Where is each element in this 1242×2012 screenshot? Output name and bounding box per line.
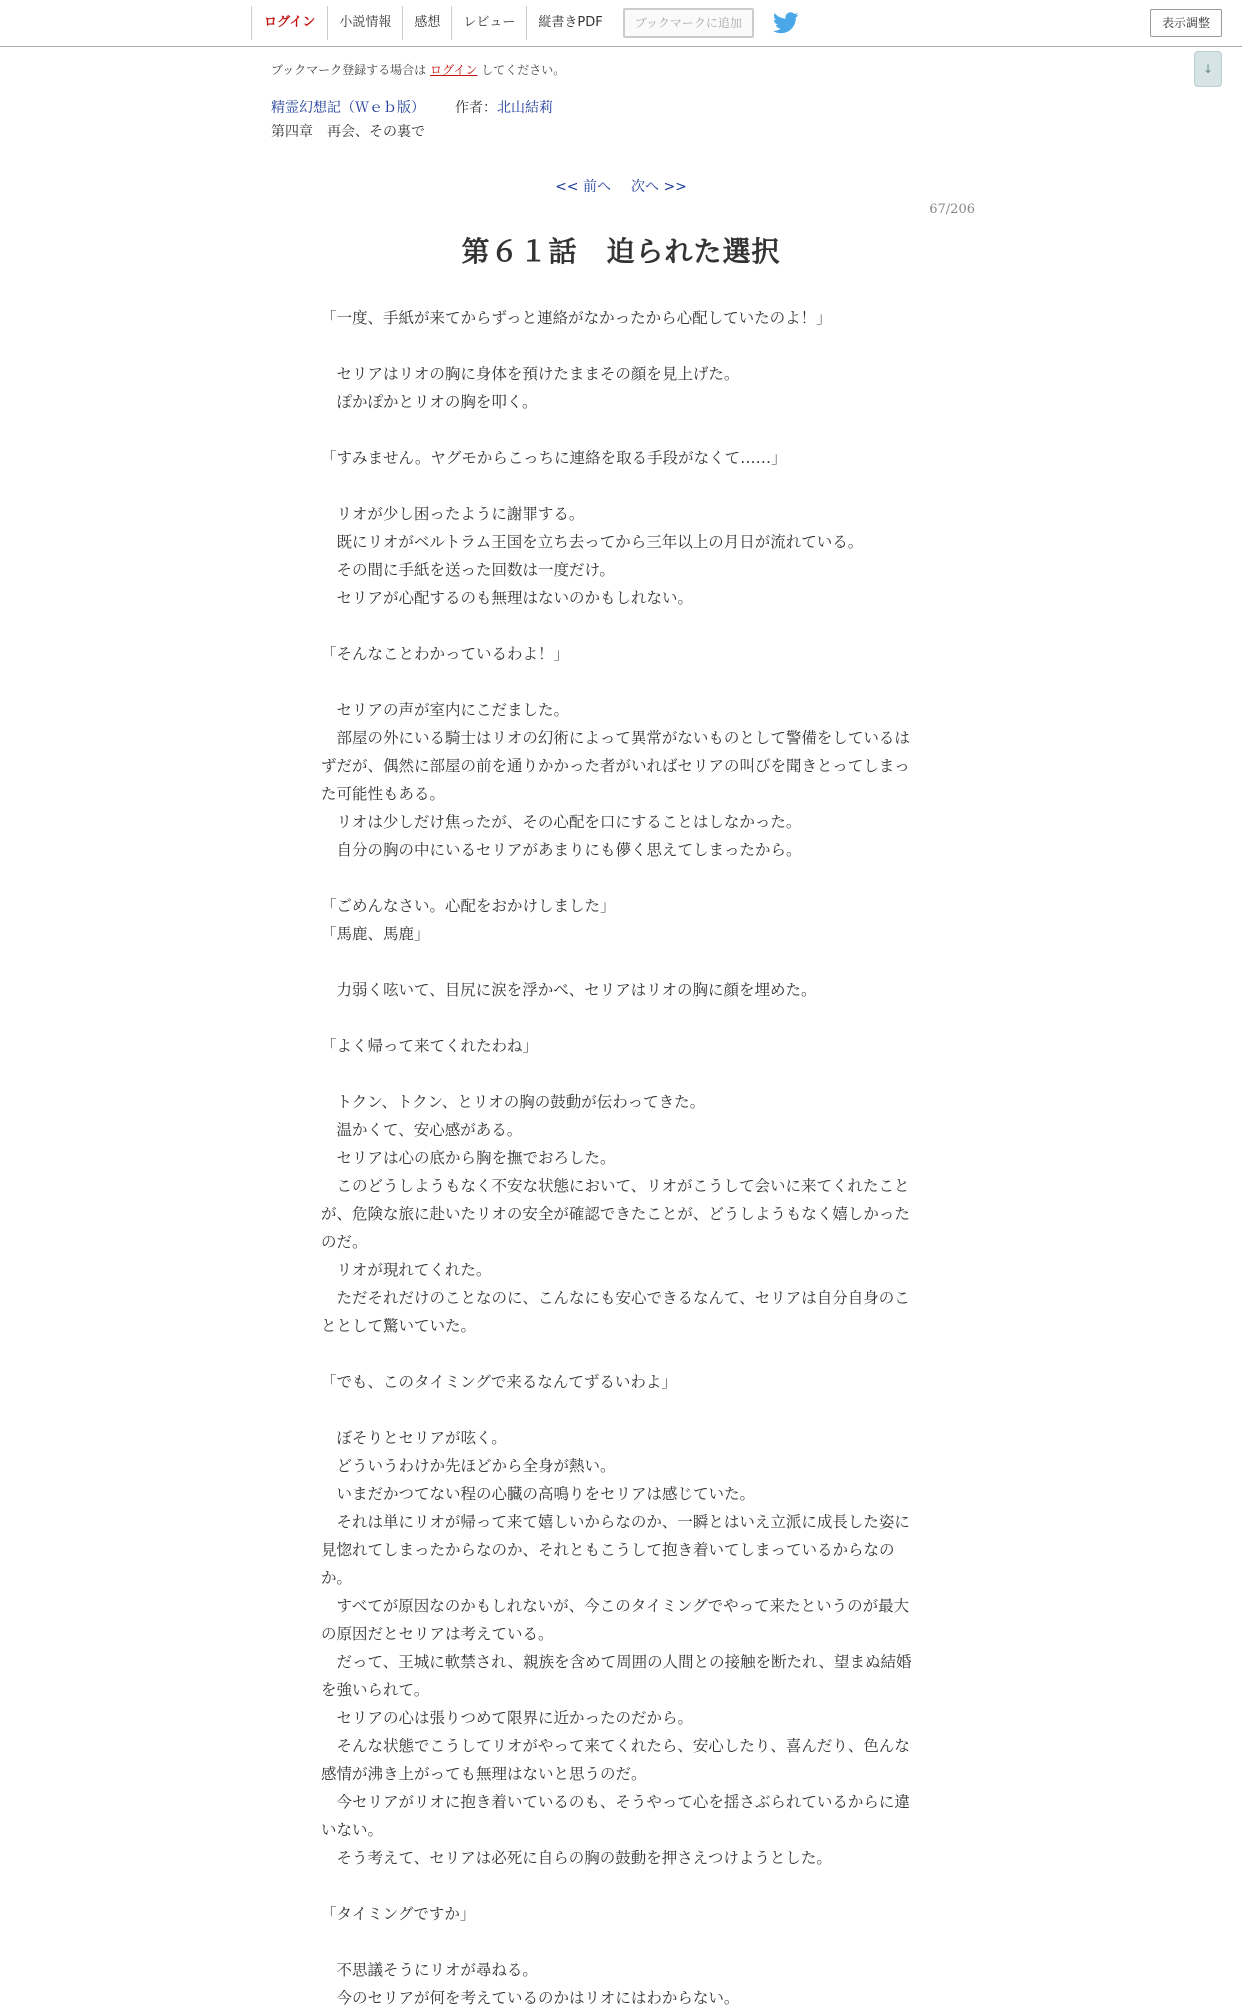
scroll-down-arrow-icon[interactable]: ↓ (1194, 51, 1222, 87)
novel-paragraph: セリアは心の底から胸を撫でおろした。 (321, 1149, 616, 1167)
novel-paragraph: リオが現れてくれた。 (321, 1261, 492, 1279)
novel-paragraph: セリアの心は張りつめて限界に近かったのだから。 (321, 1709, 694, 1727)
novel-paragraph (321, 1872, 921, 1900)
novel-paragraph (321, 416, 921, 444)
novel-paragraph (321, 1060, 921, 1088)
novel-paragraph: 「すみません。ヤグモからこっちに連絡を取る手段がなくて……」 (321, 449, 787, 467)
bookmark-login-notice (271, 61, 565, 78)
novel-paragraph: ぼそりとセリアが呟く。 (321, 1429, 507, 1447)
novel-paragraph: いまだかつてない程の心臓の高鳴りをセリアは感じていた。 (321, 1485, 756, 1503)
novel-paragraph (321, 1396, 921, 1424)
display-settings-button[interactable]: 表示調整 (1150, 9, 1222, 37)
novel-paragraph: だって、王城に軟禁され、親族を含めて周囲の人間との接触を断たれ、望まぬ結婚を強いられて。 (321, 1653, 912, 1699)
top-bar (0, 0, 1242, 47)
author-label: 作者： (455, 100, 497, 116)
main-nav (251, 0, 799, 46)
novel-paragraph: 「一度、手紙が来てからずっと連絡がなかったから心配していたのよ！」 (321, 309, 832, 327)
episode-count: 67/206 (929, 202, 975, 217)
novel-paragraph: 自分の胸の中にいるセリアがあまりにも儚く思えてしまったから。 (321, 841, 802, 859)
novel-paragraph: セリアの声が室内にこだました。 (321, 701, 570, 719)
episode-pager (0, 176, 1242, 196)
novel-info-link[interactable]: 小説情報 (327, 6, 402, 40)
novel-paragraph: 「ごめんなさい。心配をおかけしました」 (321, 897, 616, 915)
series-line (271, 97, 553, 117)
novel-paragraph (321, 472, 921, 500)
novel-paragraph (321, 612, 921, 640)
prev-episode-link[interactable]: << 前へ (555, 179, 611, 195)
notice-text-after: してください。 (481, 63, 566, 77)
chapter-title: 第四章 再会、その裏で (271, 124, 425, 140)
author-link[interactable]: 北山結莉 (497, 100, 553, 116)
novel-paragraph: 不思議そうにリオが尋ねる。 (321, 1961, 538, 1979)
login-link[interactable]: ログイン (251, 6, 327, 40)
novel-paragraph: リオは少しだけ焦ったが、その心配を口にすることはしなかった。 (321, 813, 802, 831)
novel-paragraph: 今セリアがリオに抱き着いているのも、そうやって心を揺さぶられているからに違いない。 (321, 1793, 910, 1839)
novel-paragraph: 既にリオがベルトラム王国を立ち去ってから三年以上の月日が流れている。 (321, 533, 864, 551)
novel-paragraph: 温かくて、安心感がある。 (321, 1121, 523, 1139)
novel-paragraph (321, 948, 921, 976)
novel-paragraph: どういうわけか先ほどから全身が熱い。 (321, 1457, 616, 1475)
novel-paragraph (321, 1004, 921, 1032)
novel-paragraph: セリアが心配するのも無理はないのかもしれない。 (321, 589, 694, 607)
novel-paragraph: その間に手紙を送った回数は一度だけ。 (321, 561, 615, 579)
novel-paragraph: トクン、トクン、とリオの胸の鼓動が伝わってきた。 (321, 1093, 706, 1111)
novel-paragraph (321, 668, 921, 696)
notice-text-before: ブックマーク登録する場合は (271, 63, 427, 77)
series-title-link[interactable]: 精霊幻想記（Ｗｅｂ版） (271, 100, 425, 116)
novel-paragraph: 「そんなことわかっているわよ！」 (321, 645, 570, 663)
novel-paragraph: そんな状態でこうしてリオがやって来てくれたら、安心したり、喜んだり、色んな感情が沸き上がっても無理はないと思うのだ。 (321, 1737, 910, 1783)
episode-title: 第６１話 迫られた選択 (461, 235, 781, 268)
add-bookmark-button[interactable]: ブックマークに追加 (623, 8, 754, 38)
novel-paragraph: 力弱く呟いて、目尻に涙を浮かべ、セリアはリオの胸に顔を埋めた。 (321, 981, 817, 999)
novel-paragraph: 「タイミングですか」 (321, 1905, 476, 1923)
notice-login-link[interactable]: ログイン (430, 63, 478, 77)
novel-paragraph: すべてが原因なのかもしれないが、今このタイミングでやって来たというのが最大の原因だとセリアは考えている。 (321, 1597, 910, 1643)
novel-paragraph (321, 1340, 921, 1368)
novel-paragraph: ただそれだけのことなのに、こんなにも安心できるなんて、セリアは自分自身のこととして驚いていた。 (321, 1289, 910, 1335)
novel-paragraph: それは単にリオが帰って来て嬉しいからなのか、一瞬とはいえ立派に成長した姿に見惚れてしまったからなのか、それともこうして抱き着いてしまっているからなのか。 (321, 1513, 910, 1587)
novel-paragraph: 今のセリアが何を考えているのかはリオにはわからない。 (321, 1989, 740, 2007)
next-episode-link[interactable]: 次へ >> (631, 179, 687, 195)
review-link[interactable]: レビュー (451, 6, 526, 40)
novel-paragraph: 「馬鹿、馬鹿」 (321, 925, 430, 943)
novel-paragraph: セリアはリオの胸に身体を預けたままその顔を見上げた。 (321, 365, 740, 383)
vertical-pdf-link[interactable]: 縦書きPDF (526, 6, 613, 40)
novel-paragraph (321, 332, 921, 360)
novel-paragraph (321, 1928, 921, 1956)
novel-paragraph: このどうしようもなく不安な状態において、リオがこうして会いに来てくれたことが、危険な旅に赴いたリオの安全が確認できたことが、どうしようもなく嬉しかったのだ。 (321, 1177, 910, 1251)
impressions-link[interactable]: 感想 (402, 6, 451, 40)
novel-paragraph: 「よく帰って来てくれたわね」 (321, 1037, 539, 1055)
novel-body (321, 304, 921, 2012)
twitter-bird-icon[interactable] (773, 12, 799, 34)
novel-paragraph: ぽかぽかとリオの胸を叩く。 (321, 393, 538, 411)
novel-paragraph (321, 864, 921, 892)
novel-paragraph: そう考えて、セリアは必死に自らの胸の鼓動を押さえつけようとした。 (321, 1849, 832, 1867)
novel-paragraph: リオが少し困ったように謝罪する。 (321, 505, 585, 523)
novel-paragraph: 「でも、このタイミングで来るなんてずるいわよ」 (321, 1373, 677, 1391)
novel-paragraph: 部屋の外にいる騎士はリオの幻術によって異常がないものとして警備をしているはずだが、偶然に部屋の前を通りかかった者がいればセリアの叫びを聞きとってしまった可能性もある。 (321, 729, 910, 803)
